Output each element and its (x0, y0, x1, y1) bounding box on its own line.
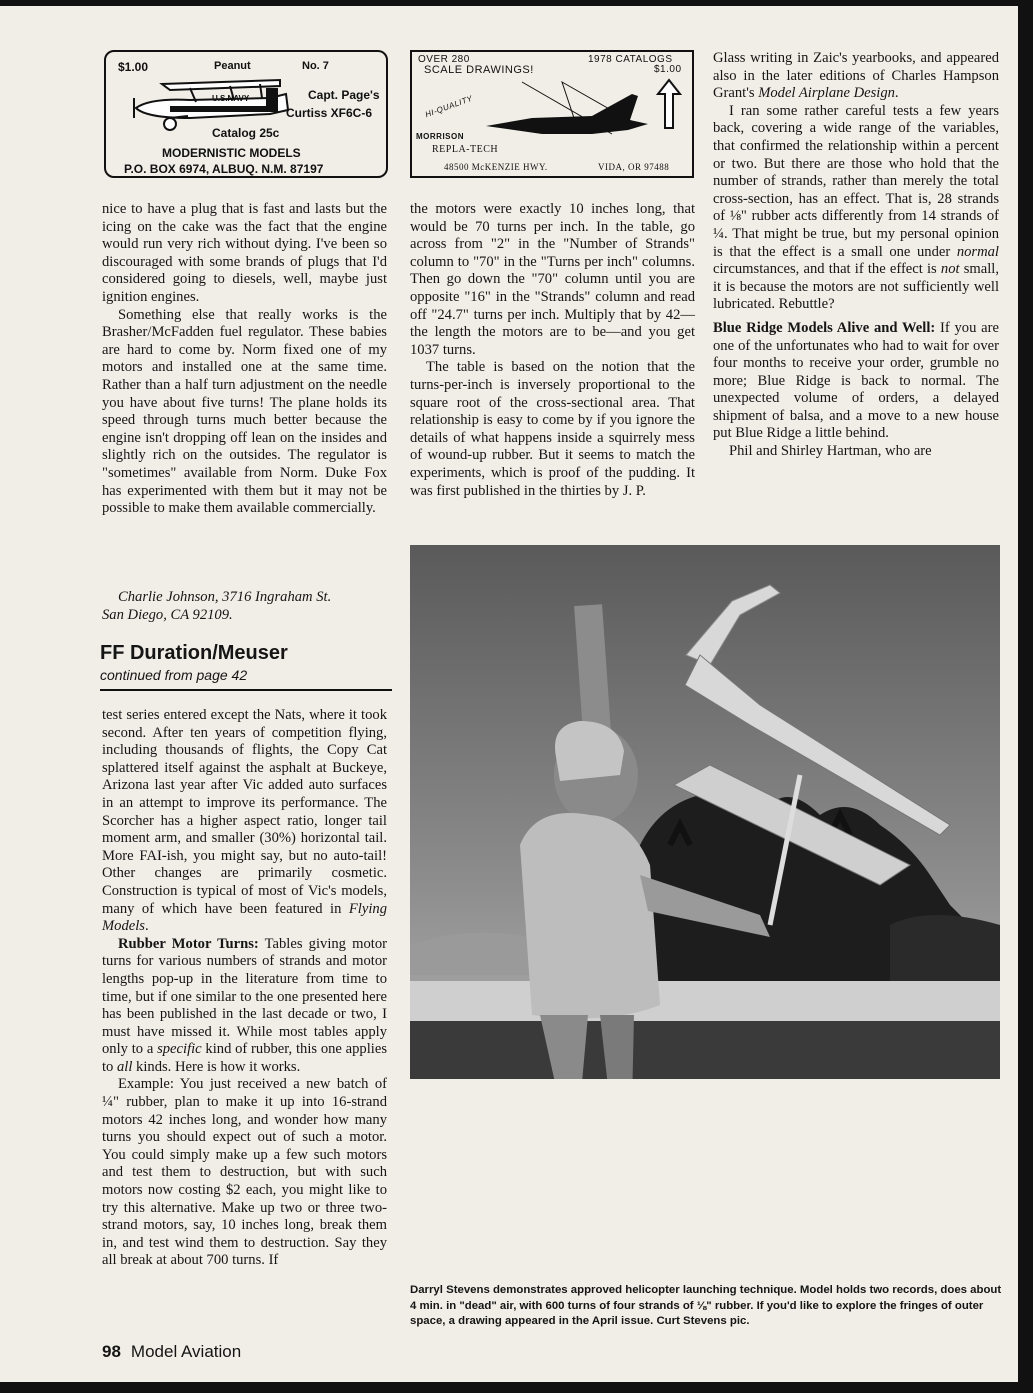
text-run: Glass writing in Zaic's yearbooks, and appeared also in the later editions of Charles Hampson Grant's (713, 50, 999, 102)
text-run: kind of rubber, this one applies to (102, 1041, 387, 1075)
ad-number: No. 7 (302, 60, 329, 72)
ad-fuselage-text: U.S.NAVY (212, 94, 250, 103)
ad-address: P.O. BOX 6974, ALBUQ. N.M. 87197 (124, 162, 324, 176)
photo (410, 545, 1000, 1079)
text-run: test series entered except the Nats, where it took second. After ten years of competition flying, including thousands of flights, the Copy Cat splattered itself against the asphalt at Buckeye, Arizona last year after Vic added auto surfaces in an attempt to improve its performance. The Scorcher has a higher aspect ratio, longer tail moment arm, and smaller (30%) horizontal tail. More FAI-ish, you might say, but no auto-tail! Other changes are primarily cosmetic. Construction is typical of most of Vic's models, many of which have been featured in (102, 707, 387, 917)
paragraph (713, 103, 999, 314)
column-2 (410, 201, 695, 500)
ad-price: $1.00 (118, 60, 149, 74)
helicopter-launch-photo (410, 545, 1000, 1079)
scan-edge-top (0, 0, 1033, 6)
modernistic-models-ad (104, 50, 388, 178)
paragraph (713, 50, 999, 103)
paragraph: Example: You just received a new batch of ¼" rubber, plan to make it up into 16-strand motors 42 inches long, and wonder how many turns you should expect out of such a motor. You could simply make up a few such motors and test them to destruction, but with such motors now costing $2 each, you might like to try this alternative. Make up two or three two-strand motors, say, 10 inches long, break them in, and test wind them to destruction. Say they all break at about 700 turns. If (102, 1076, 387, 1269)
emphasis: not (940, 261, 960, 278)
section-title: FF Duration/Meuser (100, 642, 288, 664)
run-in-heading: Rubber Motor Turns: (118, 935, 259, 952)
text-run: I ran some rather careful tests a few years back, covering a wide range of the variables, that confirmed the relationship within a percent or two. But there are those who hold that the number of strands, rather than merely the total cross-section, has an effect. That is, 28 strands of ⅛" rubber acts differently from 14 strands of ¼. That might be true, but my personal opinion is that the effect is a small one under (713, 102, 999, 260)
page-number: 98 (102, 1342, 121, 1361)
section-subtitle: continued from page 42 (100, 667, 248, 683)
text-run: circumstances, and that if the effect is (713, 261, 941, 278)
ad2-city: VIDA, OR 97488 (598, 162, 670, 172)
replatech-ad (410, 50, 694, 178)
jet-icon (482, 74, 652, 148)
text-run: kinds. Here is how it works. (132, 1058, 301, 1075)
paragraph (102, 707, 387, 936)
text-run: If you are one of the unfortunates who had to wait for over four months to receive your order, grumble no more; Blue Ridge is back to normal. The unexpected volume of orders, a delayed shipment of balsa, and a move to a new house put Blue Ridge a little behind. (713, 319, 999, 442)
biplane-icon (130, 68, 290, 132)
paragraph: Phil and Shirley Hartman, who are (729, 443, 932, 460)
ad2-catalog1: 1978 CATALOGS (588, 54, 673, 65)
ad-series: Peanut (214, 60, 251, 72)
ad-company: MODERNISTIC MODELS (162, 146, 301, 160)
paragraph: the motors were exactly 10 inches long, that would be 70 turns per inch. In the table, go across from "2" in the "Number of Strands" column to "70" in the "Turns per inch" columns. Then go down the "70" column until you are opposite "16" in the "Strands" column and read off "24.7" turns per inch. Multiply that by 42—the length the motors are to be—and you get 1037 turns. (410, 201, 695, 358)
signature-name: Charlie Johnson, 3716 Ingraham St. (118, 589, 332, 605)
paragraph (102, 936, 387, 1077)
section-rule (100, 689, 392, 691)
ad2-street: 48500 McKENZIE HWY. (444, 162, 548, 172)
scan-edge-bottom (0, 1382, 1033, 1393)
text-run: small, it is because the motors are not sufficiently well lubricated. Rebuttle? (713, 261, 999, 313)
paragraph (713, 320, 999, 443)
emphasis: specific (157, 1041, 202, 1058)
book-title: Model Airplane Design (758, 85, 895, 102)
column-1-top (102, 201, 387, 518)
ad-catalog: Catalog 25c (212, 126, 280, 140)
photo-caption: Darryl Stevens demonstrates approved helicopter launching technique. Model holds two records, does about 4 min. in "dead" air, with 600 turns of four strands of ⅛" rubber. If you'd like to explore the fringes of outer space, a drawing appeared in the April issue. Curt Stevens pic. (410, 1284, 1002, 1328)
author-signature (102, 588, 392, 624)
ad-plane-line2: Curtiss XF6C-6 (286, 106, 373, 120)
column-1-bottom (102, 707, 387, 1270)
signature-city: San Diego, CA 92109. (102, 607, 233, 623)
paragraph: nice to have a plug that is fast and lasts but the icing on the cake was the fact that the engine would run very rich without dying. I've been so discouraged with some brands of plugs that I'd considered going to diesels, well, maybe just ignition engines. (102, 201, 387, 305)
column-3 (713, 50, 999, 461)
ad2-line2: SCALE DRAWINGS! (424, 64, 534, 76)
text-run: Tables giving motor turns for various numbers of strands and motor lengths pop-up in the literature from time to time, but if one similar to the one presented here has been published in the last decade or two, I must have missed it. While most tables apply only to a (102, 935, 387, 1058)
run-in-heading: Blue Ridge Models Alive and Well: (713, 319, 936, 336)
ad2-quality: HI-QUALITY (423, 93, 474, 120)
magazine-title: Flying Models (102, 900, 387, 935)
ad2-catalog2: $1.00 (654, 64, 682, 75)
page-footer (102, 1342, 241, 1362)
paragraph: The table is based on the notion that the turns-per-inch is inversely proportional to the square root of the cross-sectional area. That relationship is easy to come by if you ignore the details of what happens inside a squirrely mess of wound-up rubber. But it seems to match the experiments, which is proof of the pudding. It was first published in the thirties by J. P. (410, 359, 695, 499)
ad-plane-line1: Capt. Page's (308, 88, 380, 102)
text-run: . (144, 918, 149, 935)
ad2-brand2: REPLA-TECH (432, 144, 499, 155)
paragraph: Something else that really works is the Brasher/McFadden fuel regulator. These babies are hard to come by. Norm fixed one of my motors and installed one at the same time. Rather than a half turn adjustment on the needle you have about five turns! The plane holds its speed through turns much better because the engine isn't dropping off lean on the insides and slightly rich on the outsides. The regulator is "sometimes" available from Norm. Duke Fox has experimented with them but it may not be possible to make them available commercially. (102, 306, 387, 517)
ad2-line1: OVER 280 (418, 54, 470, 65)
magazine-name: Model Aviation (130, 1342, 242, 1361)
emphasis: normal (956, 243, 999, 260)
ad2-brand1: MORRISON (416, 132, 464, 141)
scan-edge-right (1018, 0, 1033, 1393)
up-arrow-icon (656, 78, 682, 130)
text-run: . (894, 85, 899, 102)
emphasis: all (117, 1058, 133, 1075)
